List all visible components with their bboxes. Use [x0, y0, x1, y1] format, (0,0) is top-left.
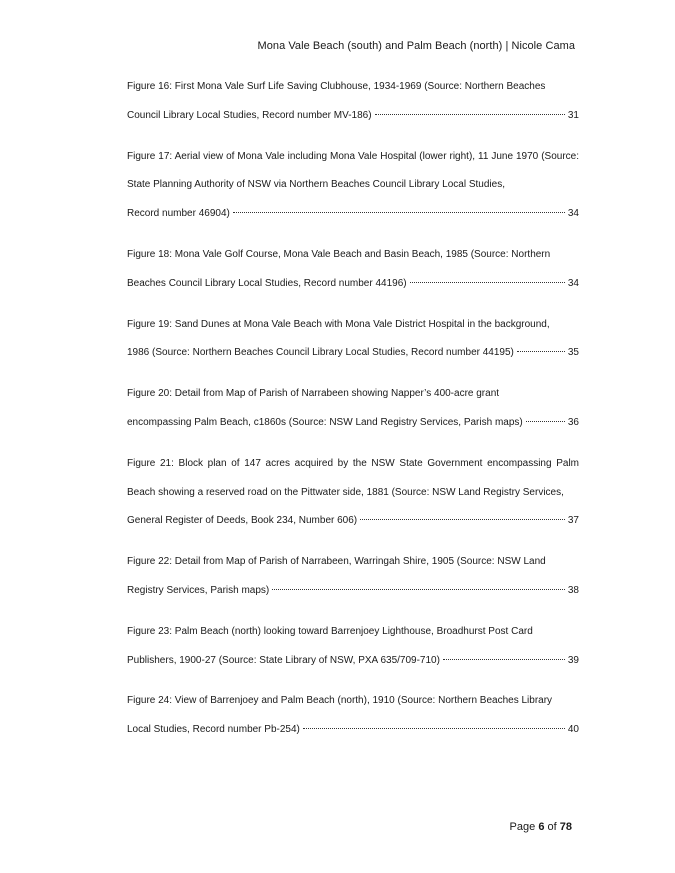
toc-entry-last-line [127, 647, 579, 676]
toc-entry-last-line [127, 507, 579, 536]
toc-entry-last-line [127, 270, 579, 299]
toc-entry-text-end: Record number 46904) [127, 208, 230, 220]
toc-page-number: 35 [567, 347, 579, 359]
toc-entry-last-line [127, 339, 579, 368]
toc-entry-text: Figure 24: View of Barrenjoey and Palm Beach (north), 1910 (Source: Northern Beaches Library [127, 695, 553, 707]
toc-page-number: 40 [567, 724, 579, 736]
page-footer [510, 821, 572, 833]
toc-entry-figure-16[interactable] [127, 73, 579, 131]
toc-entry-text-end: encompassing Palm Beach, c1860s (Source: NSW Land Registry Services, Parish maps) [127, 416, 523, 428]
of-label: of [547, 821, 557, 833]
toc-page-number: 31 [567, 109, 579, 121]
toc-page-number: 34 [567, 208, 579, 220]
dot-leader [526, 420, 565, 422]
toc-entry-text-end: Council Library Local Studies, Record number MV-186) [127, 109, 372, 121]
dot-leader [410, 281, 565, 283]
toc-entry-text: Figure 16: First Mona Vale Surf Life Saving Clubhouse, 1934-1969 (Source: Northern Beaches [127, 81, 546, 92]
toc-page-number: 34 [567, 277, 579, 289]
toc-entry-text-end: Local Studies, Record number Pb-254) [127, 724, 300, 736]
toc-entry-text: Figure 17: Aerial view of Mona Vale including Mona Vale Hospital (lower right), 11 June 1970 (Source: State Planning Authority of NSW via Northern Beaches Council Library Local Studies, [127, 150, 579, 191]
toc-entry-figure-21[interactable] [127, 450, 579, 536]
toc-entry-last-line [127, 716, 579, 745]
page-label: Page [509, 821, 536, 833]
toc-entry-last-line [127, 200, 579, 229]
toc-page-number: 37 [567, 515, 579, 527]
dot-leader [233, 211, 565, 213]
toc-entry-text: Figure 19: Sand Dunes at Mona Vale Beach with Mona Vale District Hospital in the background, [127, 318, 550, 330]
toc-entry-text-end: Registry Services, Parish maps) [127, 584, 270, 596]
toc-entry-text-end: Beaches Council Library Local Studies, Record number 44196) [127, 277, 407, 289]
running-header: Mona Vale Beach (south) and Palm Beach (north) | Nicole Cama [257, 40, 575, 52]
toc-page-number: 38 [567, 584, 579, 596]
toc-entry-text-end: General Register of Deeds, Book 234, Number 606) [127, 515, 358, 527]
dot-leader [443, 658, 565, 660]
toc-entry-figure-24[interactable] [127, 687, 579, 745]
toc-page-number: 39 [567, 654, 579, 666]
toc-entry-last-line [127, 577, 579, 606]
toc-entry-text: Figure 23: Palm Beach (north) looking toward Barrenjoey Lighthouse, Broadhurst Post Card [127, 625, 533, 637]
toc-entry-figure-23[interactable] [127, 618, 579, 676]
toc-entry-text: Figure 21: Block plan of 147 acres acquired by the NSW State Government encompassing Palm Beach showing a reserved road on the Pittwater side, 1881 (Source: NSW Land Registry Services, [127, 457, 579, 498]
toc-entry-text-end: 1986 (Source: Northern Beaches Council Library Local Studies, Record number 44195) [127, 347, 514, 359]
toc-entry-text: Figure 20: Detail from Map of Parish of Narrabeen showing Napper’s 400-acre grant [127, 388, 500, 400]
toc-entry-figure-19[interactable] [127, 311, 579, 369]
toc-entry-text: Figure 22: Detail from Map of Parish of Narrabeen, Warringah Shire, 1905 (Source: NSW Land [127, 556, 546, 568]
toc-entry-figure-18[interactable] [127, 241, 579, 299]
list-of-figures [127, 73, 579, 757]
current-page-number: 6 [538, 821, 545, 833]
toc-entry-figure-22[interactable] [127, 548, 579, 606]
toc-entry-figure-20[interactable] [127, 380, 579, 438]
toc-entry-last-line [127, 102, 579, 131]
toc-entry-figure-17[interactable] [127, 143, 579, 229]
total-page-count: 78 [559, 821, 572, 833]
dot-leader [272, 588, 565, 590]
toc-entry-text-end: Publishers, 1900-27 (Source: State Library of NSW, PXA 635/709-710) [127, 654, 440, 666]
dot-leader [517, 350, 565, 352]
dot-leader [360, 518, 565, 520]
toc-entry-last-line [127, 409, 579, 438]
toc-entry-text: Figure 18: Mona Vale Golf Course, Mona Vale Beach and Basin Beach, 1985 (Source: Northern [127, 248, 551, 260]
dot-leader [375, 113, 565, 115]
dot-leader [303, 727, 565, 729]
toc-page-number: 36 [567, 416, 579, 428]
